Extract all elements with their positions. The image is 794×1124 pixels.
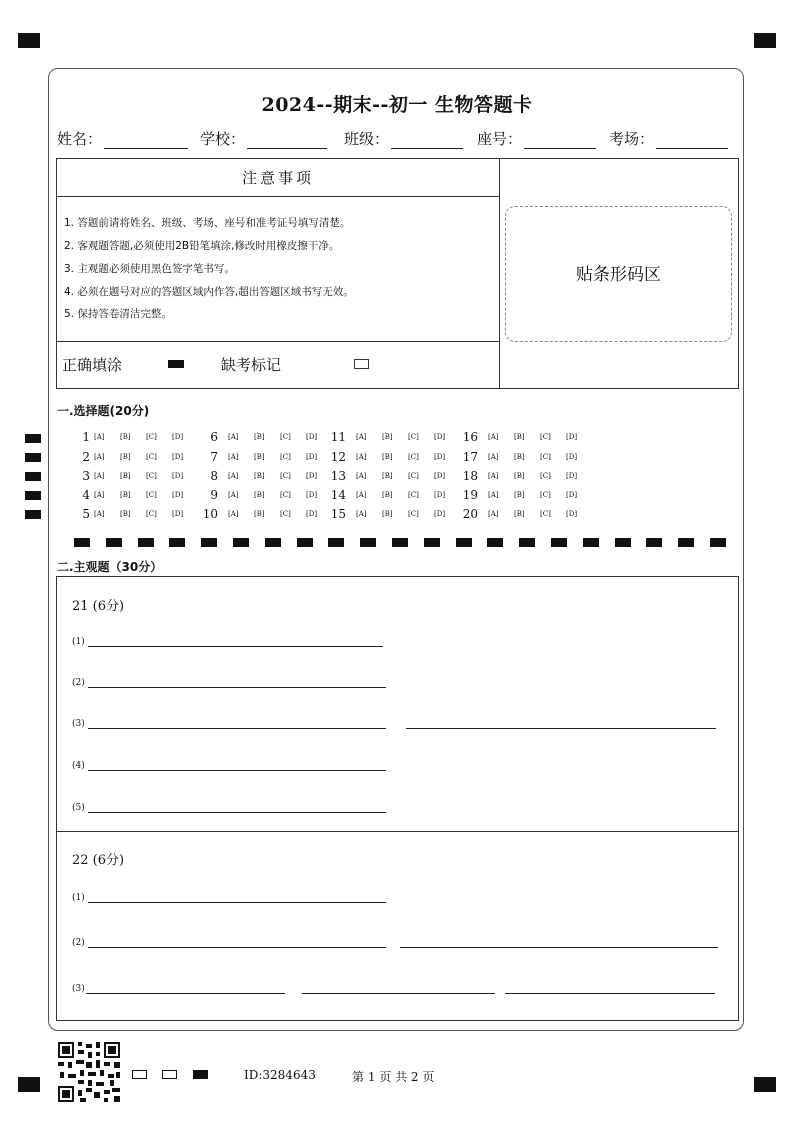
page-title: 2024--期末--初一 生物答题卡 xyxy=(261,94,533,116)
option-bubble[interactable]: [A] xyxy=(94,433,105,441)
option-bubble[interactable]: [A] xyxy=(94,510,105,518)
corner-mark-bottom-left xyxy=(18,1077,40,1092)
footer-mark-empty xyxy=(162,1070,177,1079)
q21-sub-label: (2) xyxy=(72,678,85,688)
q21-sub-label: (5) xyxy=(72,803,85,813)
q21-sub-label: (4) xyxy=(72,761,85,771)
option-bubble[interactable]: [D] xyxy=(306,453,318,461)
option-bubble[interactable]: [C] xyxy=(146,491,157,499)
answer-line[interactable] xyxy=(88,902,386,903)
option-bubble[interactable]: [A] xyxy=(488,433,499,441)
timing-dash xyxy=(74,538,90,547)
notice-rule: 2. 客观题答题,必须使用2B铅笔填涂,修改时用橡皮擦干净。 xyxy=(64,240,340,252)
option-bubble[interactable]: [A] xyxy=(356,510,367,518)
question-21-title: 21 (6分) xyxy=(72,599,125,614)
timing-dash xyxy=(169,538,185,547)
timing-dash xyxy=(583,538,599,547)
footer-mark-filled xyxy=(193,1070,208,1079)
exam-room-label: 考场： xyxy=(609,130,655,148)
option-bubble[interactable]: [B] xyxy=(514,453,525,461)
notice-rule: 5. 保持答卷清洁完整。 xyxy=(64,308,172,320)
option-bubble[interactable]: [B] xyxy=(254,472,265,480)
option-bubble[interactable]: [D] xyxy=(566,453,578,461)
option-bubble[interactable]: [D] xyxy=(306,472,318,480)
timing-dash xyxy=(328,538,344,547)
exam-room-field[interactable] xyxy=(609,128,728,150)
corner-mark-top-right xyxy=(754,33,776,48)
page-indicator: 第 1 页 共 2 页 xyxy=(352,1070,435,1084)
timing-dash xyxy=(138,538,154,547)
option-bubble[interactable]: [C] xyxy=(408,491,419,499)
question-22-title: 22 (6分) xyxy=(72,853,125,868)
timing-dash xyxy=(106,538,122,547)
question-number: 16 xyxy=(462,430,478,444)
option-bubble[interactable]: [D] xyxy=(566,510,578,518)
option-bubble[interactable]: [C] xyxy=(540,472,551,480)
school-field[interactable] xyxy=(200,128,327,150)
q21-sub-label: (1) xyxy=(72,637,85,647)
school-label: 学校： xyxy=(200,130,246,148)
name-field[interactable] xyxy=(57,128,188,150)
seat-field[interactable] xyxy=(477,128,596,150)
timing-mark xyxy=(25,491,41,500)
barcode-area: 贴条形码区 xyxy=(505,206,732,342)
class-label: 班级： xyxy=(344,130,390,148)
option-bubble[interactable]: [B] xyxy=(254,433,265,441)
option-bubble[interactable]: [C] xyxy=(408,453,419,461)
question-number: 7 xyxy=(210,450,218,464)
option-bubble[interactable]: [C] xyxy=(280,491,291,499)
question-number: 2 xyxy=(82,450,90,464)
option-bubble[interactable]: [B] xyxy=(120,433,131,441)
question-number: 11 xyxy=(330,430,346,444)
answer-line[interactable] xyxy=(302,993,495,994)
option-bubble[interactable]: [A] xyxy=(488,510,499,518)
qr-code xyxy=(58,1042,120,1102)
option-bubble[interactable]: [D] xyxy=(566,433,578,441)
option-bubble[interactable]: [A] xyxy=(228,433,239,441)
answer-line[interactable] xyxy=(88,770,386,771)
timing-dash xyxy=(519,538,535,547)
option-bubble[interactable]: [C] xyxy=(540,433,551,441)
question-number: 6 xyxy=(210,430,218,444)
question-number: 20 xyxy=(462,507,478,521)
timing-dash xyxy=(392,538,408,547)
timing-dash xyxy=(487,538,503,547)
question-number: 12 xyxy=(330,450,346,464)
option-bubble[interactable]: [C] xyxy=(408,510,419,518)
option-bubble[interactable]: [A] xyxy=(228,472,239,480)
question-number: 5 xyxy=(82,507,90,521)
notice-rule: 4. 必须在题号对应的答题区域内作答,超出答题区域书写无效。 xyxy=(64,286,354,298)
question-number: 17 xyxy=(462,450,478,464)
option-bubble[interactable]: [A] xyxy=(228,453,239,461)
timing-dash xyxy=(424,538,440,547)
option-bubble[interactable]: [B] xyxy=(382,433,393,441)
option-bubble[interactable]: [D] xyxy=(172,453,184,461)
option-bubble[interactable]: [D] xyxy=(566,472,578,480)
q21-sub-label: (3) xyxy=(72,719,85,729)
option-bubble[interactable]: [D] xyxy=(306,491,318,499)
option-bubble[interactable]: [B] xyxy=(514,472,525,480)
question-number: 14 xyxy=(330,488,346,502)
timing-dash xyxy=(297,538,313,547)
option-bubble[interactable]: [D] xyxy=(172,491,184,499)
notice-divider-vertical xyxy=(499,158,500,389)
option-bubble[interactable]: [B] xyxy=(514,433,525,441)
option-bubble[interactable]: [B] xyxy=(120,510,131,518)
notice-title: 注意事项 xyxy=(241,169,314,187)
section-title-choice: 一.选择题(20分) xyxy=(57,404,150,418)
section-title-subjective: 二.主观题（30分） xyxy=(57,560,163,574)
question-number: 3 xyxy=(82,469,90,483)
timing-dash xyxy=(678,538,694,547)
option-bubble[interactable]: [D] xyxy=(172,433,184,441)
timing-dash xyxy=(551,538,567,547)
question-number: 13 xyxy=(330,469,346,483)
option-bubble[interactable]: [C] xyxy=(408,472,419,480)
option-bubble[interactable]: [B] xyxy=(382,472,393,480)
card-id: ID:3284643 xyxy=(244,1068,316,1082)
question-number: 8 xyxy=(210,469,218,483)
question-number: 10 xyxy=(202,507,218,521)
timing-dash xyxy=(201,538,217,547)
question-number: 4 xyxy=(82,488,90,502)
option-bubble[interactable]: [C] xyxy=(280,433,291,441)
option-bubble[interactable]: [C] xyxy=(540,491,551,499)
timing-mark xyxy=(25,510,41,519)
option-bubble[interactable]: [C] xyxy=(146,453,157,461)
timing-mark xyxy=(25,434,41,443)
answer-line[interactable] xyxy=(88,947,386,948)
option-bubble[interactable]: [B] xyxy=(120,453,131,461)
option-bubble[interactable]: [A] xyxy=(356,433,367,441)
seat-label: 座号： xyxy=(477,130,523,148)
option-bubble[interactable]: [C] xyxy=(280,510,291,518)
option-bubble[interactable]: [C] xyxy=(280,453,291,461)
class-field[interactable] xyxy=(344,128,463,150)
option-bubble[interactable]: [A] xyxy=(94,453,105,461)
question-number: 1 xyxy=(82,430,90,444)
correct-fill-sample xyxy=(168,360,184,368)
q22-sub-label: (1) xyxy=(72,893,85,903)
answer-line[interactable] xyxy=(88,687,386,688)
option-bubble[interactable]: [D] xyxy=(434,433,446,441)
option-bubble[interactable]: [A] xyxy=(228,510,239,518)
option-bubble[interactable]: [A] xyxy=(228,491,239,499)
option-bubble[interactable]: [D] xyxy=(306,433,318,441)
option-bubble[interactable]: [D] xyxy=(306,510,318,518)
correct-fill-label: 正确填涂 xyxy=(62,356,123,374)
answer-line[interactable] xyxy=(86,993,285,994)
option-bubble[interactable]: [C] xyxy=(146,510,157,518)
timing-dash xyxy=(360,538,376,547)
absent-mark-label: 缺考标记 xyxy=(221,356,282,374)
timing-mark xyxy=(25,453,41,462)
corner-mark-top-left xyxy=(18,33,40,48)
option-bubble[interactable]: [C] xyxy=(540,510,551,518)
option-bubble[interactable]: [C] xyxy=(146,472,157,480)
question-number: 19 xyxy=(462,488,478,502)
option-bubble[interactable]: [B] xyxy=(514,510,525,518)
answer-line[interactable] xyxy=(406,728,716,729)
timing-dash xyxy=(456,538,472,547)
option-bubble[interactable]: [D] xyxy=(434,510,446,518)
option-bubble[interactable]: [A] xyxy=(488,472,499,480)
timing-dash xyxy=(646,538,662,547)
option-bubble[interactable]: [B] xyxy=(382,510,393,518)
option-bubble[interactable]: [A] xyxy=(488,491,499,499)
answer-line[interactable] xyxy=(505,993,715,994)
timing-dash xyxy=(615,538,631,547)
option-bubble[interactable]: [A] xyxy=(356,453,367,461)
option-bubble[interactable]: [D] xyxy=(172,510,184,518)
option-bubble[interactable]: [D] xyxy=(434,472,446,480)
timing-dash xyxy=(265,538,281,547)
option-bubble[interactable]: [B] xyxy=(254,491,265,499)
footer-mark-empty xyxy=(132,1070,147,1079)
answer-line[interactable] xyxy=(400,947,718,948)
notice-rule: 1. 答题前请将姓名、班级、考场、座号和准考证号填写清楚。 xyxy=(64,217,351,229)
option-bubble[interactable]: [A] xyxy=(356,491,367,499)
option-bubble[interactable]: [B] xyxy=(120,491,131,499)
question-divider xyxy=(56,831,739,832)
option-bubble[interactable]: [C] xyxy=(540,453,551,461)
notice-divider-title xyxy=(56,196,499,197)
option-bubble[interactable]: [B] xyxy=(120,472,131,480)
option-bubble[interactable]: [C] xyxy=(408,433,419,441)
option-bubble[interactable]: [D] xyxy=(172,472,184,480)
subjective-answer-box xyxy=(56,576,739,1021)
answer-line[interactable] xyxy=(88,728,386,729)
question-number: 18 xyxy=(462,469,478,483)
absent-mark-box[interactable] xyxy=(354,359,369,369)
option-bubble[interactable]: [A] xyxy=(488,453,499,461)
notice-rule: 3. 主观题必须使用黑色签字笔书写。 xyxy=(64,263,235,275)
option-bubble[interactable]: [B] xyxy=(382,491,393,499)
q22-sub-label: (2) xyxy=(72,938,85,948)
option-bubble[interactable]: [A] xyxy=(94,472,105,480)
q22-sub-label: (3) xyxy=(72,984,85,994)
option-bubble[interactable]: [C] xyxy=(146,433,157,441)
option-bubble[interactable]: [D] xyxy=(434,491,446,499)
option-bubble[interactable]: [B] xyxy=(254,510,265,518)
question-number: 9 xyxy=(210,488,218,502)
name-label: 姓名： xyxy=(57,130,103,148)
option-bubble[interactable]: [D] xyxy=(566,491,578,499)
option-bubble[interactable]: [A] xyxy=(94,491,105,499)
timing-dash xyxy=(710,538,726,547)
option-bubble[interactable]: [B] xyxy=(254,453,265,461)
timing-dash xyxy=(233,538,249,547)
timing-mark xyxy=(25,472,41,481)
corner-mark-bottom-right xyxy=(754,1077,776,1092)
notice-divider-legend xyxy=(56,341,499,342)
option-bubble[interactable]: [C] xyxy=(280,472,291,480)
question-number: 15 xyxy=(330,507,346,521)
option-bubble[interactable]: [B] xyxy=(514,491,525,499)
option-bubble[interactable]: [A] xyxy=(356,472,367,480)
option-bubble[interactable]: [D] xyxy=(434,453,446,461)
answer-line[interactable] xyxy=(88,812,386,813)
answer-line[interactable] xyxy=(88,646,383,647)
option-bubble[interactable]: [B] xyxy=(382,453,393,461)
